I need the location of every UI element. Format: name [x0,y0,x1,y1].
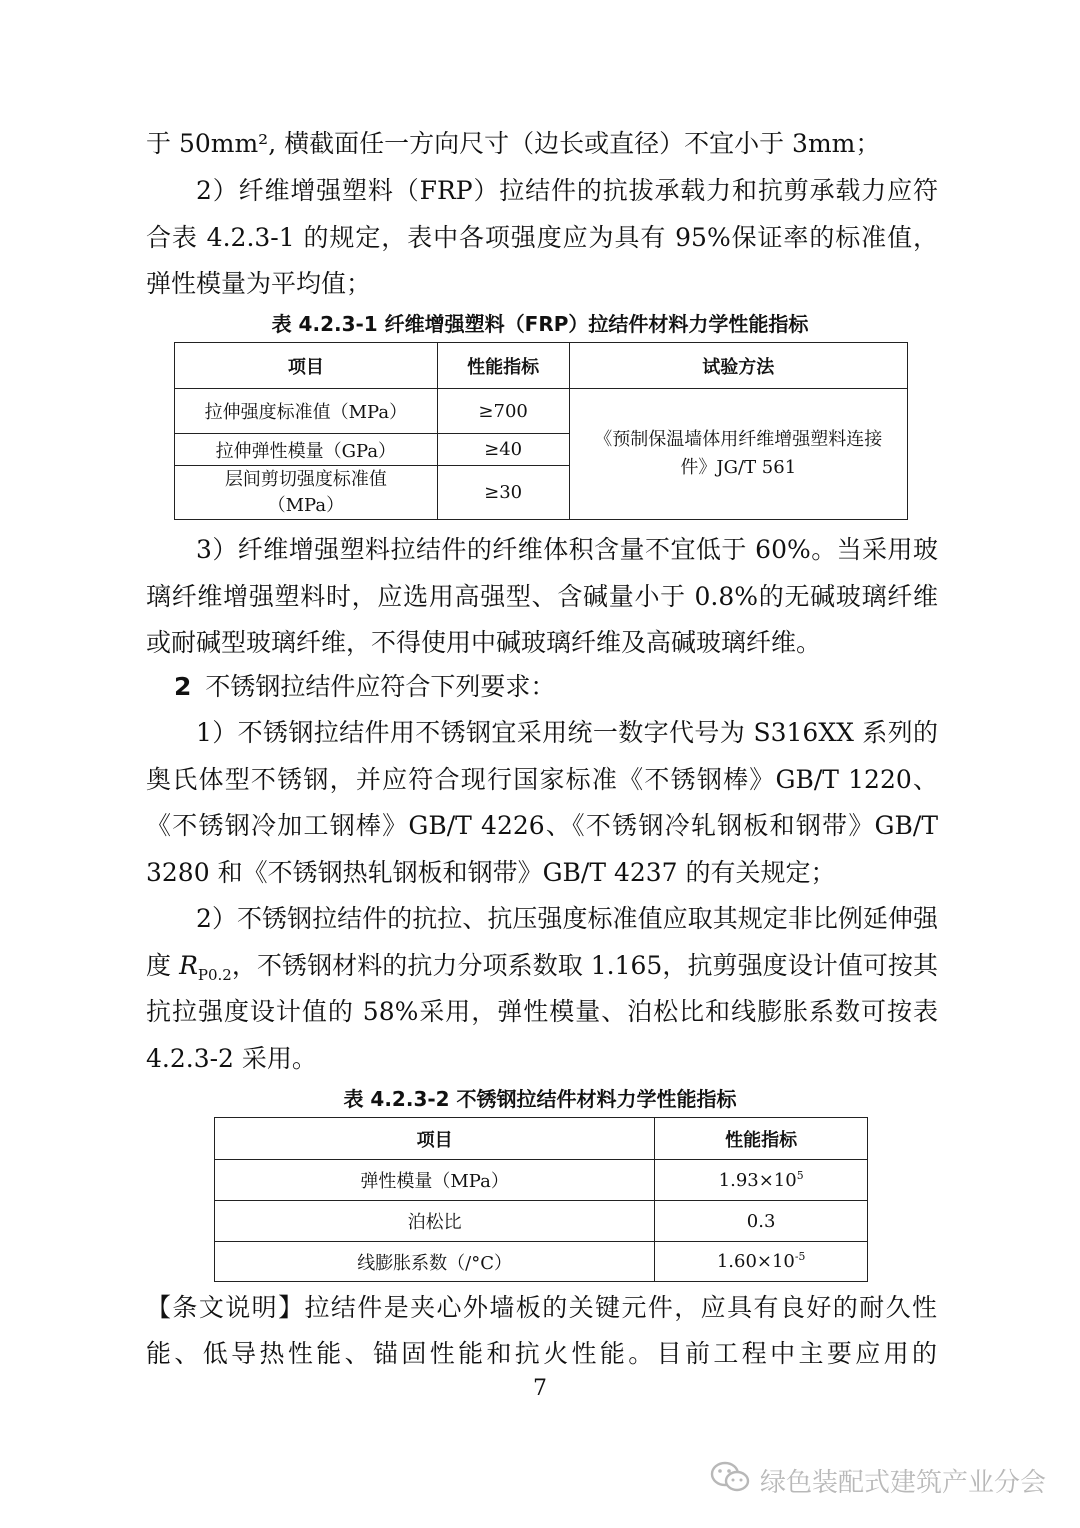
paragraph-continuation: 于 50mm², 横截面任一方向尺寸（边长或直径）不宜小于 3mm； [146,129,881,158]
table2 [214,1117,868,1282]
table2-header-item: 项目 [215,1118,655,1160]
commentary-label: 【条文说明】 [146,1293,305,1322]
table1-cell-item: 拉伸强度标准值（MPa） [175,389,438,434]
commentary-note [146,1285,938,1377]
table2-cell-item: 泊松比 [215,1201,655,1242]
table1-cell-method: 《预制保温墙体用纤维增强塑料连接件》JG/T 561 [569,389,907,520]
table1-header-row [175,343,908,389]
paragraph-stainless-strength [146,896,938,1082]
table1 [174,342,908,520]
table-row [215,1242,868,1282]
p5-symbol: R [179,950,198,980]
table1-cell-item: 拉伸弹性模量（GPa） [175,434,438,466]
table-row [175,389,908,434]
table-row [215,1160,868,1201]
clause-number: 2 [174,672,192,701]
paragraph-frp-requirement: 2）纤维增强塑料（FRP）拉结件的抗拔承载力和抗剪承载力应符合表 4.2.3-1 的规定，表中各项强度应为具有 95%保证率的标准值，弹性模量为平均值； [146,176,938,298]
value-base: 1.60×10 [716,1251,795,1272]
table2-cell-value [655,1201,868,1242]
watermark [710,1460,1046,1501]
paragraph-stainless-grade: 1）不锈钢拉结件用不锈钢宜采用统一数字代号为 S316XX 系列的奥氏体型不锈钢，并应符合现行国家标准《不锈钢棒》GB/T 1220、《不锈钢冷加工钢棒》GB/T 4226、《不锈钢冷轧钢板和钢带》GB/T 3280 和《不锈钢热轧钢板和钢带》GB/T 4237 的有关规定； [146,718,938,887]
table1-caption: 表 4.2.3-1 纤维增强塑料（FRP）拉结件材料力学性能指标 [271,312,809,336]
table2-cell-item: 弹性模量（MPa） [215,1160,655,1201]
table2-header-row [215,1118,868,1160]
paragraph-fiber-content: 3）纤维增强塑料拉结件的纤维体积含量不宜低于 60%。当采用玻璃纤维增强塑料时，应选用高强型、含碱量小于 0.8%的无碱玻璃纤维或耐碱型玻璃纤维，不得使用中碱玻璃纤维及高碱玻璃纤维。 [146,535,938,657]
p5-subscript: P0.2 [197,965,232,984]
clause-text: 不锈钢拉结件应符合下列要求： [205,672,556,701]
table2-caption: 表 4.2.3-2 不锈钢拉结件材料力学性能指标 [343,1087,737,1111]
table1-cell-value: ≥40 [437,434,569,466]
paragraph-stainless-heading [146,664,938,711]
p5-text-a: 2）不锈钢拉结件的抗拉、抗压强度标准值应取其规定非比例延伸强度 [146,904,938,980]
table1-cell-value: ≥30 [437,466,569,520]
value-exponent: -5 [794,1250,806,1263]
value-base: 0.3 [746,1210,776,1232]
table2-cell-value [655,1242,868,1282]
table1-header-method: 试验方法 [569,343,907,389]
table1-cell-value: ≥700 [437,389,569,434]
table2-cell-value [655,1160,868,1201]
table1-header-value: 性能指标 [437,343,569,389]
value-exponent: 5 [796,1168,804,1182]
value-base: 1.93×10 [718,1169,797,1191]
p5-text-b: ，不锈钢材料的抗力分项系数取 1.165，抗剪强度设计值可按其抗拉强度设计值的 58%采用，弹性模量、泊松比和线膨胀系数可按表 4.2.3-2 采用。 [146,950,938,1073]
page-number: 7 [533,1376,547,1401]
table1-header-item: 项目 [175,343,438,389]
table1-cell-item: 层间剪切强度标准值（MPa） [175,466,438,520]
table2-header-value: 性能指标 [655,1118,868,1160]
commentary-text: 拉结件是夹心外墙板的关键元件，应具有良好的耐久性能、低导热性能、锚固性能和抗火性能。目前工程中主要应用的 [146,1293,938,1368]
watermark-text: 绿色装配式建筑产业分会 [759,1468,1046,1498]
table2-cell-item: 线膨胀系数（/°C） [215,1242,655,1282]
wechat-icon [710,1460,750,1501]
table-row [215,1201,868,1242]
